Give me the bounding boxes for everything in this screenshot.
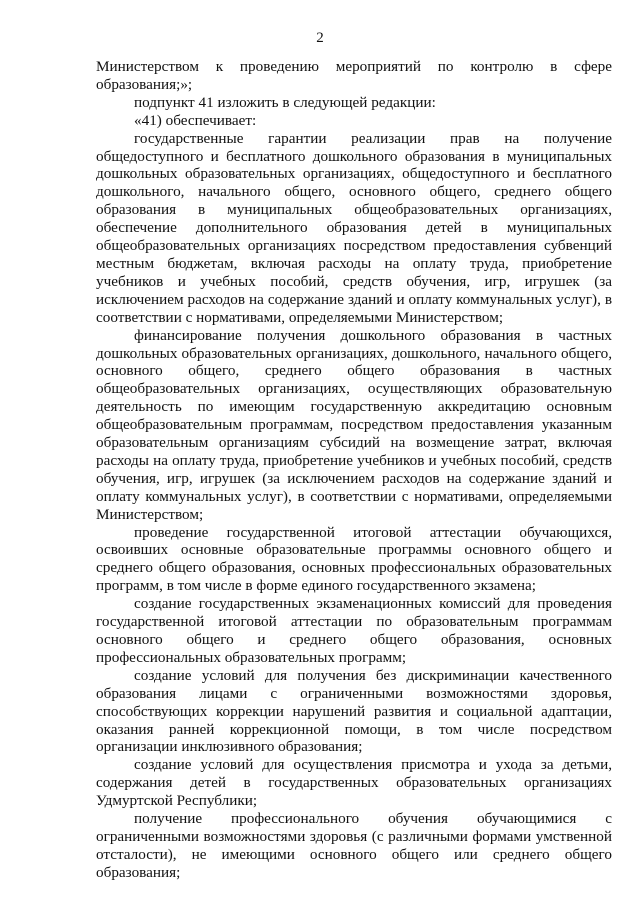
document-body — [96, 58, 612, 882]
page-number: 2 — [316, 30, 324, 46]
paragraph-state-guarantees: государственные гарантии реализации прав на получение общедоступного и бесплатного дошкольного образования в муниципальных дошкольных образовательных организациях, общедоступного и бесплатного дошкольного, начального общего, основного общего, среднего общего образования в муниципальных общеобразовательных организациях, обеспечение дополнительного образования детей в муниципальных общеобразовательных организациях посредством предоставления субвенций местным бюджетам, включая расходы на оплату труда, приобретение учебников и учебных пособий, средств обучения, игр, игрушек (за исключением расходов на содержание зданий и оплату коммунальных услуг), в соответствии с нормативами, определяемыми Министерством; — [96, 129, 612, 326]
paragraph-inclusive-education: создание условий для получения без дискриминации качественного образования лицами с ограниченными возможностями здоровья, способствующих коррекции нарушений развития и социальной адаптации, оказания ранней коррекционной помощи, в том числе посредством организации инклюзивного образования; — [96, 666, 612, 756]
paragraph-vocational-training: получение профессионального обучения обучающимися с ограниченными возможностями здоровья (с различными формами умственной отсталости), не имеющими основного общего или среднего общего образования; — [96, 810, 612, 881]
paragraph-exam-commissions: создание государственных экзаменационных комиссий для проведения государственной итоговой аттестации по образовательным программам основного общего и среднего общего образования, основных профессиональных образовательных программ; — [96, 595, 612, 666]
paragraph-final-attestation: проведение государственной итоговой аттестации обучающихся, освоивших основные образовательные программы основного общего и среднего общего образования, основных профессиональных образовательных программ, в том числе в форме единого государственного экзамена; — [96, 523, 612, 595]
paragraph-continuation: Министерством к проведению мероприятий по контролю в сфере образования;»; — [96, 58, 612, 93]
paragraph-childcare: создание условий для осуществления присмотра и ухода за детьми, содержания детей в государственных образовательных организациях Удмуртской Республики; — [96, 756, 612, 810]
paragraph-item-41-heading: «41) обеспечивает: — [134, 111, 257, 129]
paragraph-amendment-intro: подпункт 41 изложить в следующей редакции: — [134, 93, 436, 111]
paragraph-private-financing: финансирование получения дошкольного образования в частных дошкольных образовательных организациях, дошкольного, начального общего, основного общего, среднего общего образования в частных общеобразовательных организациях, осуществляющих образовательную деятельность по имеющим государственную аккредитацию основным общеобразовательным программам, посредством предоставления указанным образовательным организациям субсидий на возмещение затрат, включая расходы на оплату труда, приобретение учебников и учебных пособий, средств обучения, игр, игрушек (за исключением расходов на содержание зданий и оплату коммунальных услуг), в соответствии с нормативами, определяемыми Министерством; — [96, 326, 612, 523]
